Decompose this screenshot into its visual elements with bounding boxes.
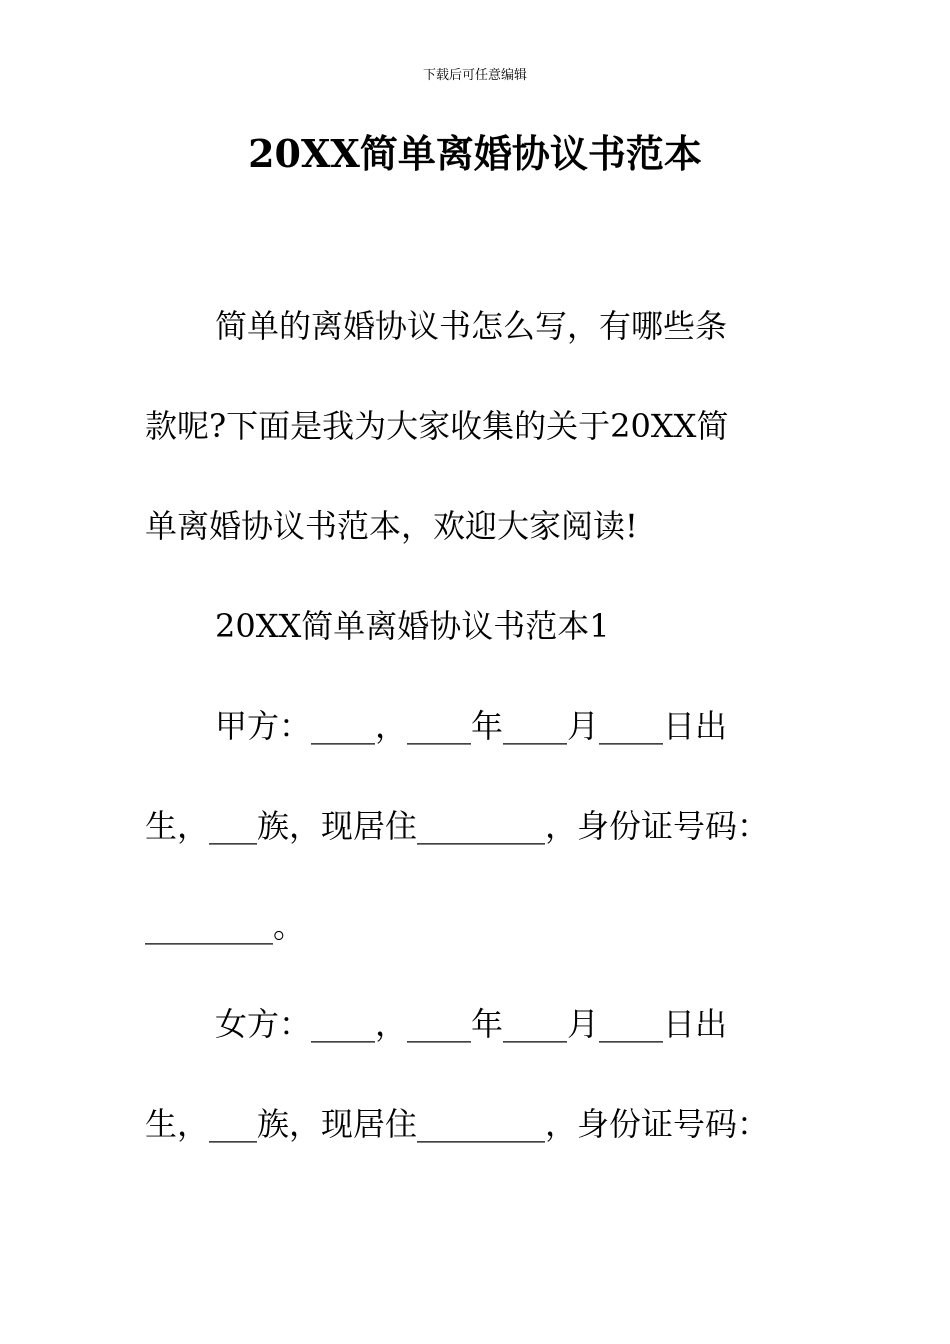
body-line: 女方：____，____年____月____日出	[215, 1005, 728, 1043]
document-title: 20XX简单离婚协议书范本	[248, 131, 702, 176]
body-line: 生，___族，现居住________，身份证号码：	[145, 1105, 770, 1143]
body-line: 简单的离婚协议书怎么写，有哪些条	[215, 307, 728, 345]
body-line: ________。	[145, 907, 306, 945]
body-line: 单离婚协议书范本，欢迎大家阅读!	[145, 507, 638, 545]
body-line: 甲方：____，____年____月____日出	[215, 707, 728, 745]
header-note: 下载后可任意编辑	[422, 68, 527, 83]
body-line: 生，___族，现居住________，身份证号码：	[145, 807, 770, 845]
section-heading: 20XX简单离婚协议书范本1	[215, 607, 610, 645]
body-line: 款呢?下面是我为大家收集的关于20XX简	[145, 407, 729, 445]
